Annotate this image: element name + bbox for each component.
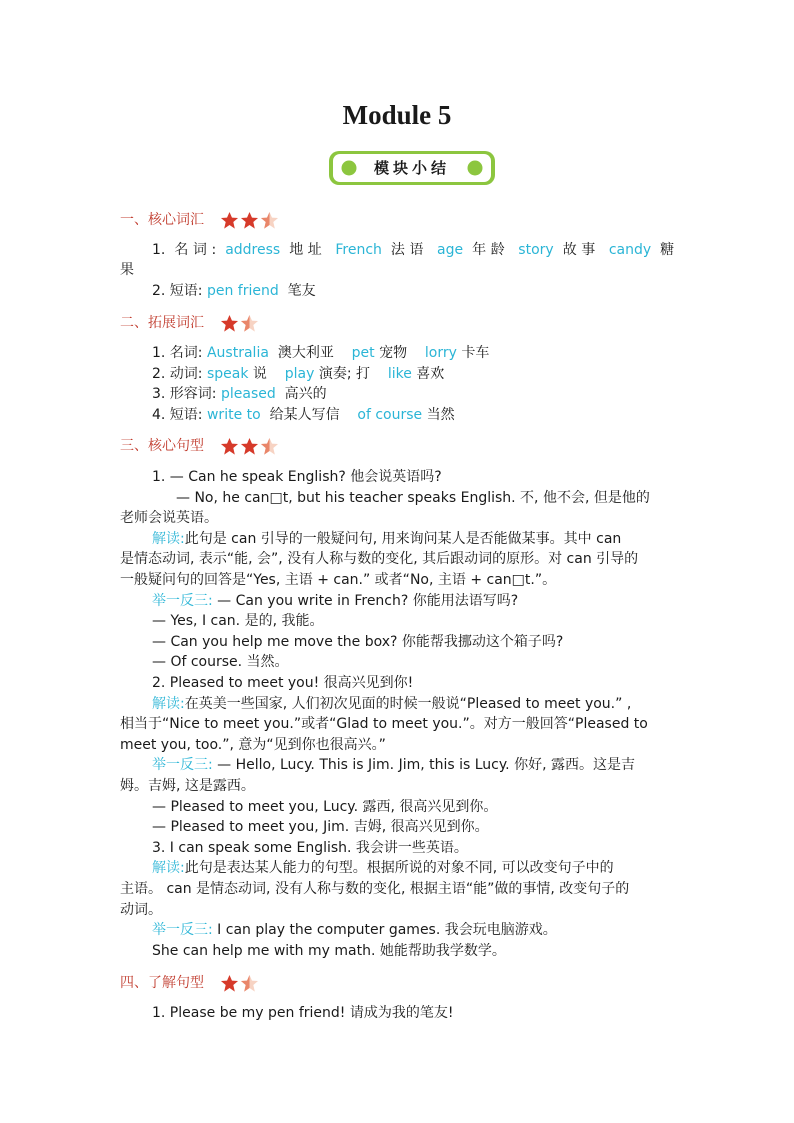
vocab-zh: 说 <box>252 366 267 382</box>
sentence-2-question: 2. Pleased to meet you! 很高兴见到你! <box>152 675 414 691</box>
vocab-zh: 法语 <box>390 242 429 258</box>
vocab-zh: 笔友 <box>287 283 316 299</box>
vocab-en: story <box>518 242 554 258</box>
vocab-zh: 高兴的 <box>284 386 327 402</box>
star-half-icon <box>260 437 279 456</box>
vocab-en: like <box>387 366 412 382</box>
sentence-3-question: 3. I can speak some English. 我会讲一些英语。 <box>152 840 468 856</box>
star-full-icon <box>220 211 239 230</box>
vocab-en: write to <box>206 407 261 423</box>
vocab-prefix: 2. 动词: <box>152 366 203 382</box>
sentence-2-examples <box>152 755 635 775</box>
star-half-icon <box>260 211 279 230</box>
vocab-en: pen friend <box>206 283 279 299</box>
example-text: — Hello, Lucy. This is Jim. Jim, this is Lucy. 你好, 露西。这是吉 <box>217 757 635 773</box>
explanation-text: 主语。 can 是情态动词, 没有人称与数的变化, 根据主语“能”做的事情, 改变句子的 <box>120 881 630 897</box>
core-phrases-line <box>152 281 316 301</box>
examples-label: 举一反三: <box>152 593 213 609</box>
star-full-icon <box>220 437 239 456</box>
explanation-text: meet you, too.”, 意为“见到你也很高兴。” <box>120 737 386 753</box>
sentence-1-explanation <box>152 529 621 549</box>
vocab-en: lorry <box>424 345 457 361</box>
example-text: — Can you help me move the box? 你能帮我挪动这个箱子吗? <box>152 634 564 650</box>
example-text: — Yes, I can. 是的, 我能。 <box>152 613 324 629</box>
ext-adjs-line <box>152 384 327 404</box>
star-full-icon <box>220 314 239 333</box>
star-half-icon <box>240 974 259 993</box>
star-half-icon <box>240 314 259 333</box>
vocab-zh: 澳大利亚 <box>277 345 334 361</box>
explanation-text: 在英美一些国家, 人们初次见面的时候一般说“Pleased to meet you.” , <box>184 696 632 712</box>
vocab-zh: 年龄 <box>472 242 510 258</box>
explanation-label: 解读: <box>152 531 185 547</box>
example-text: She can help me with my math. 她能帮助我学数学。 <box>152 943 506 959</box>
examples-label: 举一反三: <box>152 757 213 773</box>
sentence-1-answer-cont: 老师会说英语。 <box>120 510 218 526</box>
vocab-zh: 故事 <box>562 242 600 258</box>
example-text: — Of course. 当然。 <box>152 654 289 670</box>
sentence-3-examples <box>152 920 557 940</box>
vocab-prefix: 3. 形容词: <box>152 386 217 402</box>
vocab-en: of course <box>357 407 423 423</box>
example-text: — Pleased to meet you, Lucy. 露西, 很高兴见到你。 <box>152 799 498 815</box>
core-nouns-line <box>152 240 674 260</box>
section-title: 二、拓展词汇 <box>120 315 204 331</box>
explanation-label: 解读: <box>152 860 185 876</box>
sentence-1-examples <box>152 591 518 611</box>
ext-phrases-line <box>152 405 455 425</box>
vocab-zh: 当然 <box>426 407 455 423</box>
explanation-text: 相当于“Nice to meet you.”或者“Glad to meet you.”。对方一般回答“Pleased to <box>120 716 648 732</box>
vocab-zh: 给某人写信 <box>269 407 340 423</box>
vocab-en: Australia <box>206 345 269 361</box>
vocab-en: French <box>335 242 382 258</box>
vocab-zh: 糖 <box>660 242 675 258</box>
vocab-en: play <box>284 366 315 382</box>
section-title: 三、核心句型 <box>120 438 204 454</box>
section-title: 一、核心词汇 <box>120 212 204 228</box>
vocab-prefix: 2. 短语: <box>152 283 203 299</box>
summary-badge <box>327 149 497 187</box>
explanation-text: 此句是表达某人能力的句型。根据所说的对象不同, 可以改变句子中的 <box>184 860 614 876</box>
explanation-text: 此句是 can 引导的一般疑问句, 用来询问某人是否能做某事。其中 can <box>184 531 622 547</box>
section-core-vocab-header <box>120 210 280 230</box>
vocab-zh: 地址 <box>289 242 327 258</box>
vocab-zh: 喜欢 <box>416 366 445 382</box>
explanation-label: 解读: <box>152 696 185 712</box>
vocab-zh: 宠物 <box>379 345 408 361</box>
vocab-en: age <box>437 242 464 258</box>
vocab-zh: 卡车 <box>461 345 490 361</box>
example-text: — Can you write in French? 你能用法语写吗? <box>217 593 519 609</box>
understand-sentence-1: 1. Please be my pen friend! 请成为我的笔友! <box>152 1005 454 1021</box>
ext-nouns-line <box>152 343 489 363</box>
rating-stars <box>220 210 280 230</box>
example-text: 姆。吉姆, 这是露西。 <box>120 778 255 794</box>
vocab-en: pet <box>351 345 375 361</box>
example-text: I can play the computer games. 我会玩电脑游戏。 <box>217 922 557 938</box>
section-title: 四、了解句型 <box>120 975 204 991</box>
vocab-wrap: 果 <box>120 262 134 278</box>
rating-stars <box>220 973 260 993</box>
explanation-text: 一般疑问句的回答是“Yes, 主语 + can.” 或者“No, 主语 + can□t.”。 <box>120 572 557 588</box>
sentence-3-explanation <box>152 858 614 878</box>
vocab-en: speak <box>206 366 249 382</box>
example-text: — Pleased to meet you, Jim. 吉姆, 很高兴见到你。 <box>152 819 489 835</box>
vocab-prefix: 1. 名词: <box>152 242 217 258</box>
star-full-icon <box>220 974 239 993</box>
section-understand-sentences-header <box>120 973 260 993</box>
star-full-icon <box>240 437 259 456</box>
vocab-en: address <box>225 242 281 258</box>
explanation-text: 动词。 <box>120 902 162 918</box>
vocab-prefix: 1. 名词: <box>152 345 203 361</box>
sentence-2-explanation <box>152 694 631 714</box>
page-title: Module 5 <box>342 100 452 130</box>
star-full-icon <box>240 211 259 230</box>
section-ext-vocab-header <box>120 313 260 333</box>
vocab-en: pleased <box>220 386 276 402</box>
vocab-en: candy <box>608 242 652 258</box>
vocab-prefix: 4. 短语: <box>152 407 203 423</box>
rating-stars <box>220 313 260 333</box>
rating-stars <box>220 436 280 456</box>
sentence-1-answer: — No, he can□t, but his teacher speaks English. 不, 他不会, 但是他的 <box>176 490 650 506</box>
examples-label: 举一反三: <box>152 922 213 938</box>
ext-verbs-line <box>152 364 444 384</box>
vocab-zh: 演奏; 打 <box>318 366 370 382</box>
badge-label: 模块小结 <box>373 159 450 177</box>
sentence-1-question: 1. — Can he speak English? 他会说英语吗? <box>152 469 442 485</box>
explanation-text: 是情态动词, 表示“能, 会”, 没有人称与数的变化, 其后跟动词的原形。对 can 引导的 <box>120 551 639 567</box>
section-core-sentences-header <box>120 436 280 456</box>
